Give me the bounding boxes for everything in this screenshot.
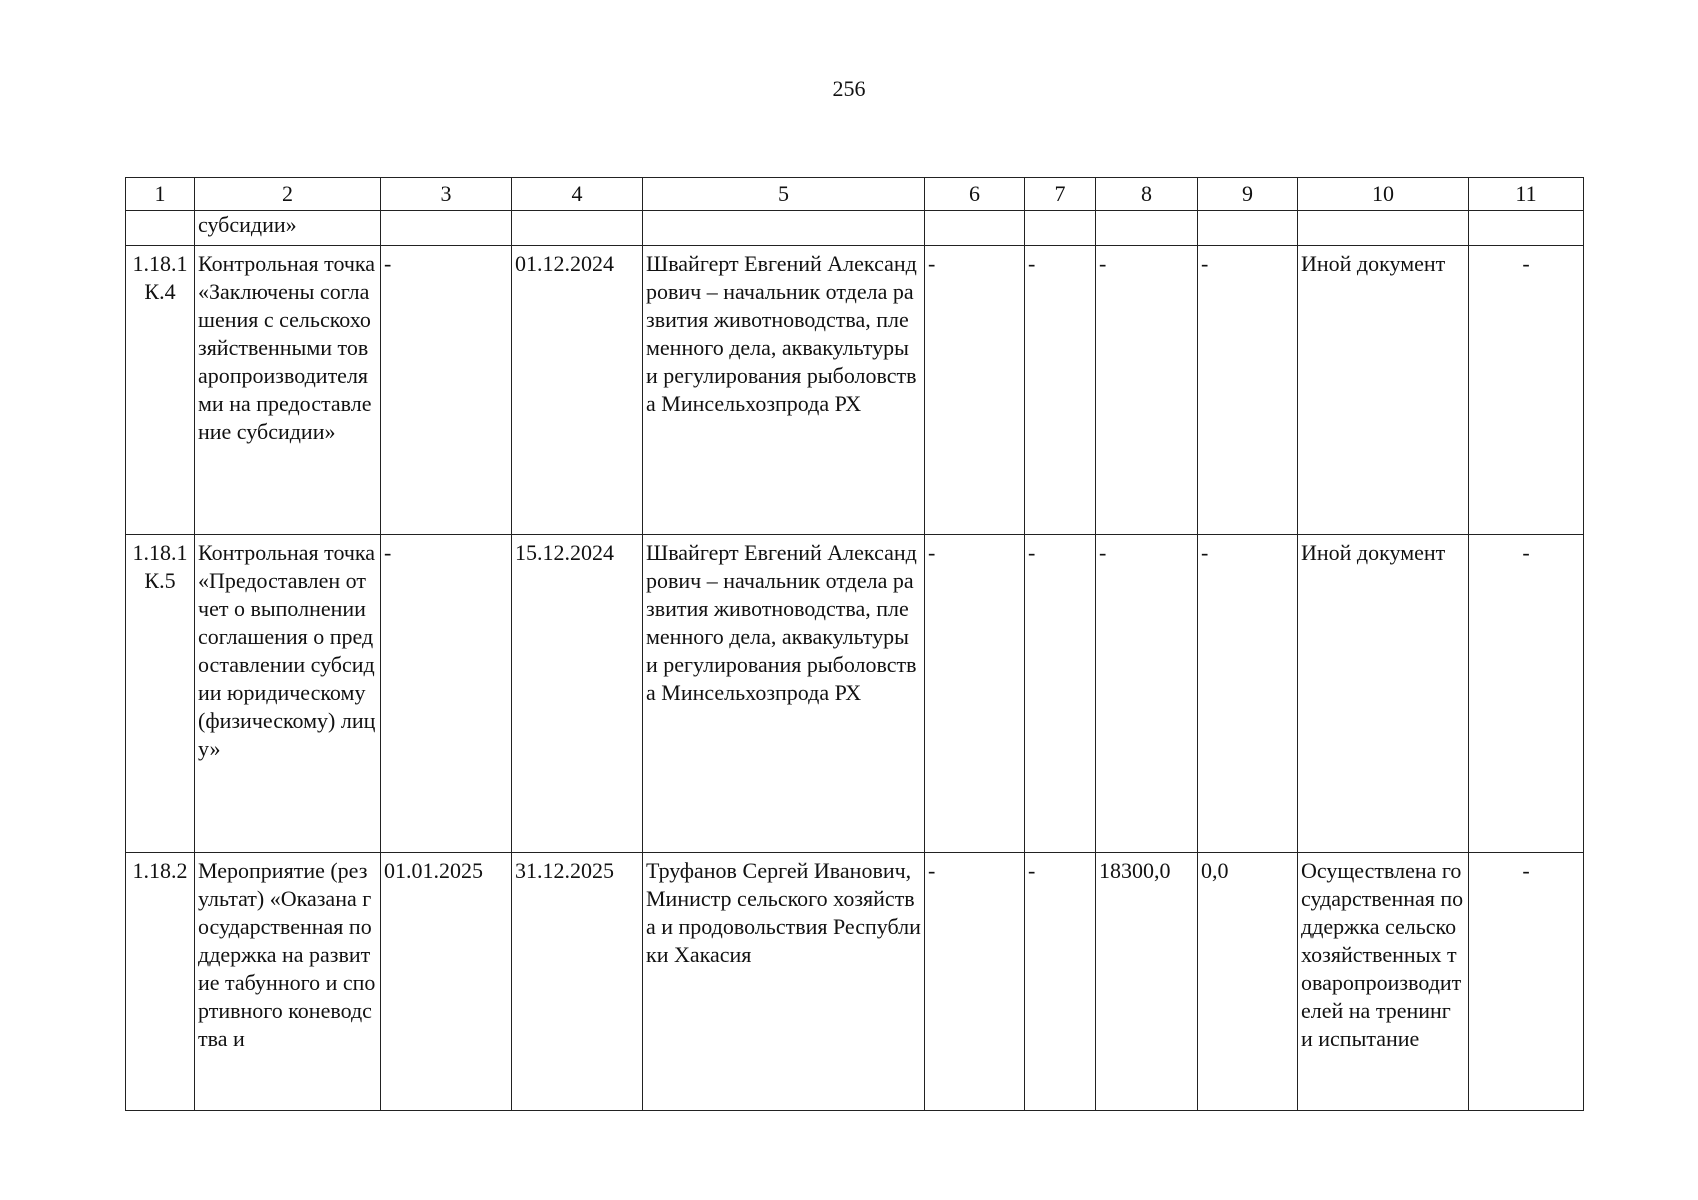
value-col-6: - bbox=[925, 535, 1025, 853]
column-header-6: 6 bbox=[925, 178, 1025, 211]
value-col-9: 0,0 bbox=[1198, 853, 1298, 1111]
end-date: 01.12.2024 bbox=[512, 246, 643, 535]
start-date: 01.01.2025 bbox=[381, 853, 512, 1111]
value-col-9: - bbox=[1198, 246, 1298, 535]
column-header-1: 1 bbox=[126, 178, 195, 211]
row-number: 1.18.2 bbox=[126, 853, 195, 1111]
column-header-3: 3 bbox=[381, 178, 512, 211]
column-header-9: 9 bbox=[1198, 178, 1298, 211]
start-date: - bbox=[381, 535, 512, 853]
page-number: 256 bbox=[832, 76, 866, 101]
cell-empty bbox=[925, 211, 1025, 246]
value-col-11: - bbox=[1469, 246, 1584, 535]
end-date: 31.12.2025 bbox=[512, 853, 643, 1111]
cell-empty bbox=[643, 211, 925, 246]
cell-empty bbox=[126, 211, 195, 246]
program-table bbox=[125, 177, 1584, 1111]
document-type: Иной документ bbox=[1298, 535, 1469, 853]
value-col-9: - bbox=[1198, 535, 1298, 853]
cell-empty bbox=[381, 211, 512, 246]
value-col-6: - bbox=[925, 246, 1025, 535]
document-type: Иной документ bbox=[1298, 246, 1469, 535]
table-row bbox=[126, 535, 1584, 853]
value-col-8: 18300,0 bbox=[1096, 853, 1198, 1111]
cell-empty bbox=[1025, 211, 1096, 246]
value-col-7: - bbox=[1025, 535, 1096, 853]
result-description: Осуществлена государственная поддержка сельскохозяйственных товаропроизводителей на тренинг и испытание bbox=[1298, 853, 1469, 1111]
continuation-row bbox=[126, 211, 1584, 246]
value-col-8: - bbox=[1096, 535, 1198, 853]
responsible-person: Труфанов Сергей Иванович, Министр сельского хозяйства и продовольствия Республики Хакасия bbox=[643, 853, 925, 1111]
cell-empty bbox=[512, 211, 643, 246]
cell-empty bbox=[1298, 211, 1469, 246]
responsible-person: Швайгерт Евгений Александрович – начальник отдела развития животноводства, племенного дела, аквакультуры и регулирования рыболовства Минсельхозпрода РХ bbox=[643, 535, 925, 853]
row-title: Мероприятие (результат) «Оказана государственная поддержка на развитие табунного и спортивного коневодства и bbox=[195, 853, 381, 1111]
column-header-4: 4 bbox=[512, 178, 643, 211]
value-col-11: - bbox=[1469, 853, 1584, 1111]
table-row bbox=[126, 853, 1584, 1111]
column-header-8: 8 bbox=[1096, 178, 1198, 211]
value-col-6: - bbox=[925, 853, 1025, 1111]
column-number-row bbox=[126, 178, 1584, 211]
value-col-11: - bbox=[1469, 535, 1584, 853]
cell-empty bbox=[1469, 211, 1584, 246]
cell-empty bbox=[1096, 211, 1198, 246]
column-header-11: 11 bbox=[1469, 178, 1584, 211]
value-col-7: - bbox=[1025, 853, 1096, 1111]
row-number: 1.18.1 К.4 bbox=[126, 246, 195, 535]
row-title: Контрольная точка «Заключены соглашения с сельскохозяйственными товаропроизводителями на предоставление субсидии» bbox=[195, 246, 381, 535]
continuation-text: субсидии» bbox=[195, 211, 381, 246]
end-date: 15.12.2024 bbox=[512, 535, 643, 853]
cell-empty bbox=[1198, 211, 1298, 246]
column-header-5: 5 bbox=[643, 178, 925, 211]
column-header-2: 2 bbox=[195, 178, 381, 211]
value-col-7: - bbox=[1025, 246, 1096, 535]
row-title: Контрольная точка «Предоставлен отчет о выполнении соглашения о предоставлении субсидии юридическому (физическому) лицу» bbox=[195, 535, 381, 853]
start-date: - bbox=[381, 246, 512, 535]
value-col-8: - bbox=[1096, 246, 1198, 535]
table-row bbox=[126, 246, 1584, 535]
column-header-10: 10 bbox=[1298, 178, 1469, 211]
row-number: 1.18.1 К.5 bbox=[126, 535, 195, 853]
responsible-person: Швайгерт Евгений Александрович – начальник отдела развития животноводства, племенного дела, аквакультуры и регулирования рыболовства Минсельхозпрода РХ bbox=[643, 246, 925, 535]
column-header-7: 7 bbox=[1025, 178, 1096, 211]
